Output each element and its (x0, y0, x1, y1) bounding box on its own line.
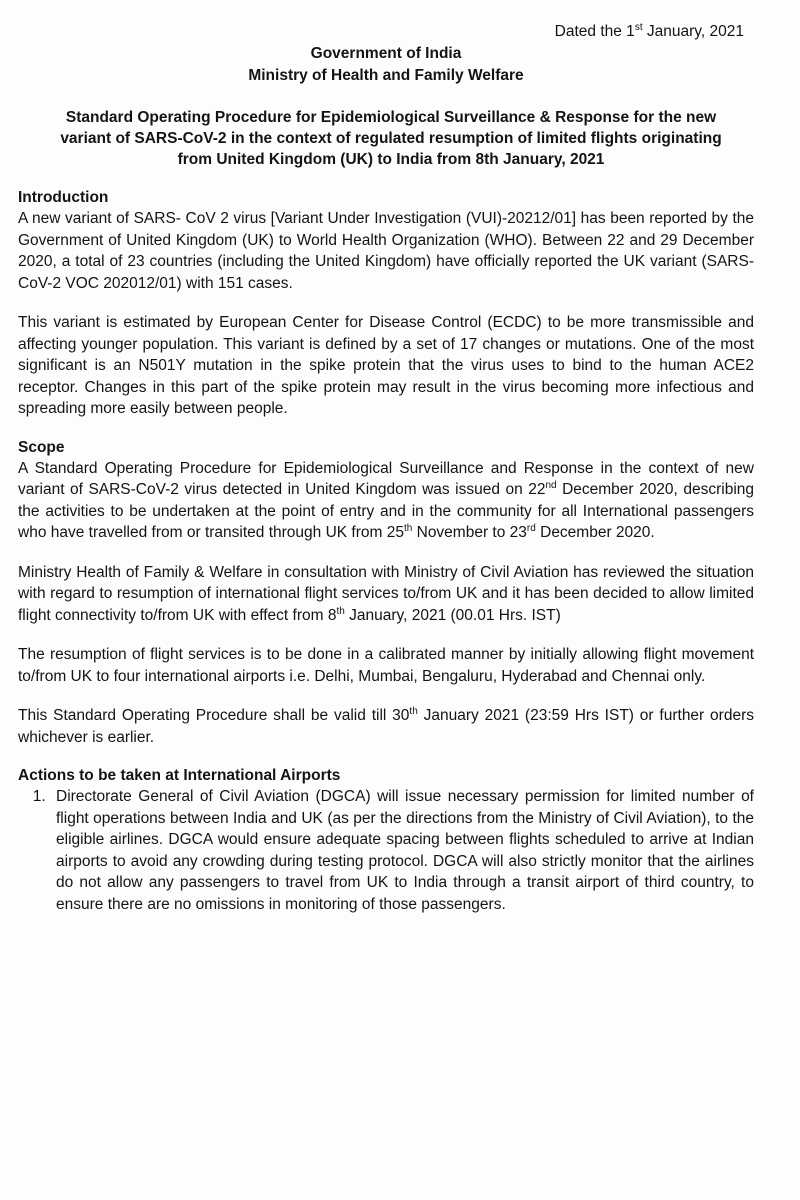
scope-heading: Scope (18, 438, 65, 456)
scope-p2-text-b: January, 2021 (00.01 Hrs. IST) (344, 606, 561, 624)
title-line-1: Standard Operating Procedure for Epidemiological Surveillance & Response for the new (65, 109, 717, 127)
scope-p1-text-b: December 2020, describing the activities to be undertaken at the point of entry and in the community for all International passengers who have travelled from or transited through UK from 25 (18, 481, 755, 542)
introduction-heading: Introduction (18, 189, 109, 207)
scope-p1-ordinal-b: th (403, 523, 413, 534)
actions-list (18, 786, 754, 915)
action-item: 1. Directorate General of Civil Aviation (DGCA) will issue necessary permission for limited number of flight operations between India and UK (as per the directions from the Ministry of Civil Aviation), to the eligible airlines. DGCA would ensure adequate spacing between flights scheduled to arrive at Indian airports to avoid any crowding during testing protocol. DGCA will also strictly monitor that the airlines do not allow any passengers to travel from UK to India through a transit airport of third country, to ensure there are no omissions in monitoring of those passengers. (50, 786, 754, 915)
scope-paragraph-3: The resumption of flight services is to be done in a calibrated manner by initially allowing flight movement to/from UK to four international airports i.e. Delhi, Mumbai, Bengaluru, Hyderabad and Chennai only. (18, 646, 754, 685)
scope-paragraph-4 (18, 705, 754, 748)
document-date (18, 22, 754, 41)
scope-p1-text-c: November to 23 (412, 524, 527, 542)
date-ordinal: st (634, 22, 643, 33)
title-line-3: from United Kingdom (UK) to India from 8th January, 2021 (177, 151, 605, 169)
scope-p4-ordinal: th (409, 706, 418, 717)
scope-p1-text-a: A Standard Operating Procedure for Epidemiological Surveillance and Response in the context of new variant of SARS-CoV-2 virus detected in United Kingdom was issued on 22 (18, 459, 754, 499)
scope-p2-ordinal: th (336, 605, 345, 617)
scope-p1-ordinal-a: nd (545, 480, 557, 491)
scope-paragraph-2 (18, 562, 754, 627)
scope-p2-text-a: Ministry Health of Family & Welfare in consultation with Ministry of Civil Aviation has reviewed the situation with regard to resumption of international flight services to/from UK and it has been decided to allow limited flight connectivity to/from UK with effect from 8 (18, 563, 754, 624)
introduction-paragraph-1: A new variant of SARS- CoV 2 virus [Variant Under Investigation (VUI)-20212/01] has been reported by the Government of United Kingdom (UK) to World Health Organization (WHO). Between 22 and 29 December 2020, a total of 23 countries (including the United Kingdom) have officially reported the UK variant (SARS-CoV-2 VOC 202012/01) with 151 cases. (18, 210, 754, 292)
scope-p4-text-a: This Standard Operating Procedure shall be valid till 30 (18, 707, 410, 725)
date-text: Dated the 1 (554, 23, 635, 41)
ministry-name: Ministry of Health and Family Welfare (248, 67, 524, 85)
scope-p1-ordinal-c: rd (526, 523, 536, 534)
document-title (18, 107, 754, 170)
actions-heading: Actions to be taken at International Airports (18, 767, 341, 785)
date-text-suffix: January, 2021 (642, 23, 744, 41)
title-line-2: variant of SARS-CoV-2 in the context of regulated resumption of limited flights originating (60, 130, 722, 148)
issuing-authority (18, 43, 754, 87)
government-name: Government of India (310, 45, 462, 63)
scope-p4-text-b: January 2021 (23:59 Hrs IST) or further orders whichever is earlier. (18, 707, 754, 746)
introduction-paragraph-2: This variant is estimated by European Center for Disease Control (ECDC) to be more transmissible and affecting younger population. This variant is defined by a set of 17 changes or mutations. One of the most significant is an N501Y mutation in the spike protein that the virus uses to bind to the human ACE2 receptor. Changes in this part of the spike protein may result in the virus becoming more infectious and spreading more easily between people. (18, 314, 754, 418)
scope-paragraph-1 (18, 458, 754, 544)
scope-p1-text-d: December 2020. (535, 524, 655, 542)
